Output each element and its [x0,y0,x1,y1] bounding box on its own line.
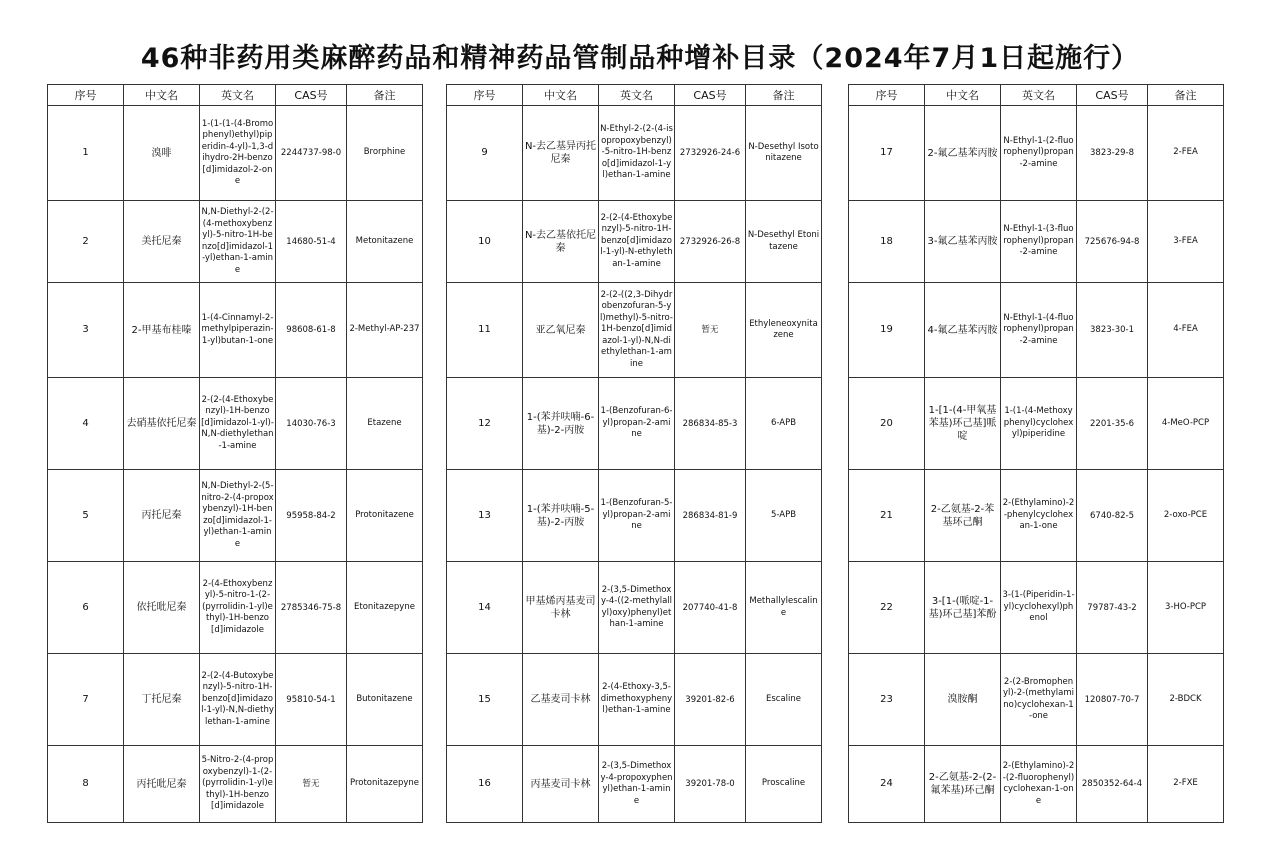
cell-cn: 1-(苯并呋喃-5-基)-2-丙胺 [523,470,599,562]
table-row [48,746,423,823]
cell-note: Brorphine [347,106,423,201]
cell-cas: 6740-82-5 [1077,470,1148,562]
table-row [447,201,822,283]
cell-note: 2-Methyl-AP-237 [347,283,423,378]
cell-cn: 乙基麦司卡林 [523,654,599,746]
column-header-cas: CAS号 [276,85,347,106]
cell-cas: 286834-85-3 [675,378,746,470]
cell-en: 1-(Benzofuran-6-yl)propan-2-amine [599,378,675,470]
table-row [849,283,1224,378]
cell-no: 8 [48,746,124,823]
cell-en: N-Ethyl-1-(2-fluorophenyl)propan-2-amine [1001,106,1077,201]
cell-en: 1-(Benzofuran-5-yl)propan-2-amine [599,470,675,562]
table-row [447,470,822,562]
cell-note: N-Desethyl Etonitazene [746,201,822,283]
cell-no: 4 [48,378,124,470]
table-row [48,283,423,378]
cell-note: Etonitazepyne [347,562,423,654]
cell-cn: 3-[1-(哌啶-1-基)环己基]苯酚 [925,562,1001,654]
cell-no: 3 [48,283,124,378]
cell-note: 2-BDCK [1148,654,1224,746]
cell-cn: 3-氟乙基苯丙胺 [925,201,1001,283]
table-row [447,283,822,378]
cell-en: 2-(Ethylamino)-2-phenylcyclohexan-1-one [1001,470,1077,562]
column-header-no: 序号 [48,85,124,106]
table-row [849,562,1224,654]
table-row [447,746,822,823]
cell-note: N-Desethyl Isotonitazene [746,106,822,201]
cell-no: 6 [48,562,124,654]
cell-no: 24 [849,746,925,823]
cell-no: 9 [447,106,523,201]
table-row [48,378,423,470]
cell-no: 2 [48,201,124,283]
table-row [48,562,423,654]
table-row [447,106,822,201]
cell-note: Metonitazene [347,201,423,283]
cell-note: Protonitazepyne [347,746,423,823]
cell-en: N,N-Diethyl-2-(2-(4-methoxybenzyl)-5-nitro-1H-benzo[d]imidazol-1-yl)ethan-1-amine [200,201,276,283]
cell-cn: 依托吡尼秦 [124,562,200,654]
cell-no: 17 [849,106,925,201]
column-header-note: 备注 [347,85,423,106]
column-header-cn: 中文名 [124,85,200,106]
column-header-cas: CAS号 [1077,85,1148,106]
table-row [849,201,1224,283]
cell-note: 3-HO-PCP [1148,562,1224,654]
table-row [849,470,1224,562]
cell-note: Proscaline [746,746,822,823]
column-header-no: 序号 [447,85,523,106]
cell-cn: 丙基麦司卡林 [523,746,599,823]
cell-cn: 丙托吡尼秦 [124,746,200,823]
cell-no: 20 [849,378,925,470]
cell-no: 11 [447,283,523,378]
cell-en: N-Ethyl-2-(2-(4-isopropoxybenzyl)-5-nitro-1H-benzo[d]imidazol-1-yl)ethan-1-amine [599,106,675,201]
column-header-note: 备注 [746,85,822,106]
cell-cas: 286834-81-9 [675,470,746,562]
cell-cas: 39201-82-6 [675,654,746,746]
cell-note: 5-APB [746,470,822,562]
cell-cn: 丙托尼秦 [124,470,200,562]
cell-no: 22 [849,562,925,654]
cell-en: 2-(2-(4-Butoxybenzyl)-5-nitro-1H-benzo[d]imidazol-1-yl)-N,N-diethylethan-1-amine [200,654,276,746]
cell-no: 19 [849,283,925,378]
cell-cn: 1-(苯并呋喃-6-基)-2-丙胺 [523,378,599,470]
cell-cas: 2732926-24-6 [675,106,746,201]
cell-en: N,N-Diethyl-2-(5-nitro-2-(4-propoxybenzyl)-1H-benzo[d]imidazol-1-yl)ethan-1-amine [200,470,276,562]
cell-cas: 207740-41-8 [675,562,746,654]
table-row [849,106,1224,201]
cell-en: 1-(1-(1-(4-Bromophenyl)ethyl)piperidin-4-yl)-1,3-dihydro-2H-benzo[d]imidazol-2-one [200,106,276,201]
cell-cn: 4-氟乙基苯丙胺 [925,283,1001,378]
table-row [48,106,423,201]
cell-no: 5 [48,470,124,562]
cell-cn: 2-甲基布桂嗪 [124,283,200,378]
cell-en: N-Ethyl-1-(3-fluorophenyl)propan-2-amine [1001,201,1077,283]
cell-note: Protonitazene [347,470,423,562]
cell-cas: 725676-94-8 [1077,201,1148,283]
column-header-en: 英文名 [599,85,675,106]
cell-en: 1-(4-Cinnamyl-2-methylpiperazin-1-yl)butan-1-one [200,283,276,378]
cell-no: 14 [447,562,523,654]
cell-cn: 溴胺酮 [925,654,1001,746]
cell-en: 2-(2-((2,3-Dihydrobenzofuran-5-yl)methyl)-5-nitro-1H-benzo[d]imidazol-1-yl)-N,N-diethylethan-1-amine [599,283,675,378]
cell-cas: 2201-35-6 [1077,378,1148,470]
cell-note: 6-APB [746,378,822,470]
cell-no: 18 [849,201,925,283]
cell-note: 4-FEA [1148,283,1224,378]
cell-cas: 120807-70-7 [1077,654,1148,746]
cell-en: 2-(Ethylamino)-2-(2-fluorophenyl)cyclohexan-1-one [1001,746,1077,823]
cell-en: 1-(1-(4-Methoxyphenyl)cyclohexyl)piperidine [1001,378,1077,470]
column-header-en: 英文名 [200,85,276,106]
cell-cas: 14030-76-3 [276,378,347,470]
cell-cn: N-去乙基依托尼秦 [523,201,599,283]
cell-cas: 2244737-98-0 [276,106,347,201]
cell-en: 2-(2-Bromophenyl)-2-(methylamino)cyclohexan-1-one [1001,654,1077,746]
cell-no: 16 [447,746,523,823]
cell-cas: 95810-54-1 [276,654,347,746]
cell-cn: 溴啡 [124,106,200,201]
cell-note: 3-FEA [1148,201,1224,283]
drug-table-2 [446,84,822,823]
column-header-cn: 中文名 [925,85,1001,106]
cell-no: 1 [48,106,124,201]
cell-en: 2-(2-(4-Ethoxybenzyl)-5-nitro-1H-benzo[d]imidazol-1-yl)-N-ethylethan-1-amine [599,201,675,283]
cell-cn: 去硝基依托尼秦 [124,378,200,470]
cell-note: Escaline [746,654,822,746]
table-row [849,378,1224,470]
cell-cas: 2732926-26-8 [675,201,746,283]
cell-en: 2-(3,5-Dimethoxy-4-propoxyphenyl)ethan-1-amine [599,746,675,823]
table-row [48,654,423,746]
table-row [849,654,1224,746]
cell-cas: 2850352-64-4 [1077,746,1148,823]
cell-cas: 39201-78-0 [675,746,746,823]
cell-en: 2-(3,5-Dimethoxy-4-((2-methylallyl)oxy)phenyl)ethan-1-amine [599,562,675,654]
cell-en: N-Ethyl-1-(4-fluorophenyl)propan-2-amine [1001,283,1077,378]
column-header-no: 序号 [849,85,925,106]
cell-no: 15 [447,654,523,746]
cell-en: 5-Nitro-2-(4-propoxybenzyl)-1-(2-(pyrrolidin-1-yl)ethyl)-1H-benzo[d]imidazole [200,746,276,823]
cell-cn: N-去乙基异丙托尼秦 [523,106,599,201]
table-row [48,201,423,283]
header-row [48,85,423,106]
cell-note: Methallylescaline [746,562,822,654]
header-row [849,85,1224,106]
column-header-cn: 中文名 [523,85,599,106]
cell-cn: 2-乙氨基-2-苯基环己酮 [925,470,1001,562]
column-header-en: 英文名 [1001,85,1077,106]
table-row [447,654,822,746]
table-row [447,378,822,470]
cell-en: 2-(4-Ethoxy-3,5-dimethoxyphenyl)ethan-1-amine [599,654,675,746]
cell-en: 2-(2-(4-Ethoxybenzyl)-1H-benzo[d]imidazol-1-yl)-N,N-diethylethan-1-amine [200,378,276,470]
column-header-cas: CAS号 [675,85,746,106]
page-title: 46种非药用类麻醉药品和精神药品管制品种增补目录（2024年7月1日起施行） [140,43,1140,74]
cell-no: 12 [447,378,523,470]
table-row [48,470,423,562]
drug-table-1 [47,84,423,823]
cell-no: 7 [48,654,124,746]
table-row [849,746,1224,823]
cell-cas: 3823-29-8 [1077,106,1148,201]
cell-note: 2-oxo-PCE [1148,470,1224,562]
cell-cn: 2-氟乙基苯丙胺 [925,106,1001,201]
cell-cas: 14680-51-4 [276,201,347,283]
header-row [447,85,822,106]
cell-cn: 丁托尼秦 [124,654,200,746]
cell-note: 4-MeO-PCP [1148,378,1224,470]
cell-cn: 2-乙氨基-2-(2-氟苯基)环己酮 [925,746,1001,823]
cell-note: Butonitazene [347,654,423,746]
cell-note: 2-FXE [1148,746,1224,823]
cell-cn: 1-[1-(4-甲氧基苯基)环己基]哌啶 [925,378,1001,470]
cell-no: 23 [849,654,925,746]
cell-cas: 暂无 [276,746,347,823]
drug-table-3 [848,84,1224,823]
cell-no: 21 [849,470,925,562]
cell-cas: 3823-30-1 [1077,283,1148,378]
cell-cas: 79787-43-2 [1077,562,1148,654]
cell-en: 2-(4-Ethoxybenzyl)-5-nitro-1-(2-(pyrrolidin-1-yl)ethyl)-1H-benzo[d]imidazole [200,562,276,654]
cell-cas: 98608-61-8 [276,283,347,378]
cell-no: 13 [447,470,523,562]
cell-note: 2-FEA [1148,106,1224,201]
cell-en: 3-(1-(Piperidin-1-yl)cyclohexyl)phenol [1001,562,1077,654]
cell-cas: 2785346-75-8 [276,562,347,654]
cell-no: 10 [447,201,523,283]
cell-cn: 甲基烯丙基麦司卡林 [523,562,599,654]
cell-note: Ethyleneoxynitazene [746,283,822,378]
cell-cas: 暂无 [675,283,746,378]
cell-cn: 亚乙氧尼秦 [523,283,599,378]
table-row [447,562,822,654]
cell-cas: 95958-84-2 [276,470,347,562]
cell-cn: 美托尼秦 [124,201,200,283]
cell-note: Etazene [347,378,423,470]
column-header-note: 备注 [1148,85,1224,106]
